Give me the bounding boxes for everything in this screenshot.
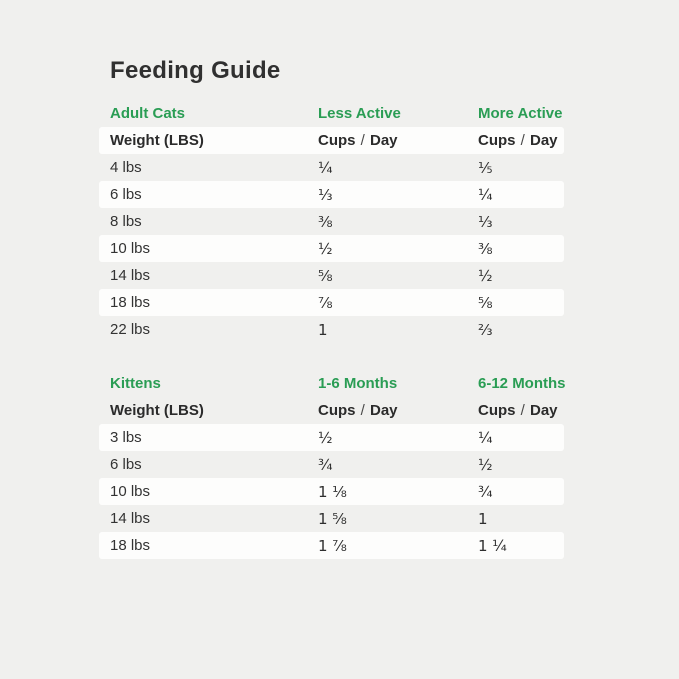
group-label-col2: 1-6 Months <box>318 375 398 392</box>
cups-cell: ¼ <box>478 428 493 447</box>
weight-header: Weight (LBS) <box>110 132 204 149</box>
cups-cell: ⅞ <box>318 293 333 312</box>
weight-cell: 8 lbs <box>110 213 142 230</box>
table-row <box>99 316 564 343</box>
weight-cell: 4 lbs <box>110 159 142 176</box>
section-title: Adult Cats <box>110 105 185 122</box>
column-header-row <box>99 127 564 154</box>
table-row <box>99 154 564 181</box>
section-header-row <box>99 370 564 397</box>
cups-cell: ¼ <box>478 185 493 204</box>
weight-cell: 6 lbs <box>110 456 142 473</box>
table-row <box>99 208 564 235</box>
cups-cell: ⅕ <box>478 158 493 177</box>
table-row <box>99 424 564 451</box>
weight-cell: 6 lbs <box>110 186 142 203</box>
weight-cell: 10 lbs <box>110 483 151 500</box>
adult-cats-table <box>99 100 564 343</box>
cups-cell: 1 ⅛ <box>318 482 347 501</box>
cups-cell: ½ <box>478 266 493 285</box>
table-row <box>99 451 564 478</box>
cups-cell: ⅓ <box>318 185 333 204</box>
cups-cell: ½ <box>318 428 333 447</box>
cups-cell: 1 ⅝ <box>318 509 347 528</box>
section-header-row <box>99 100 564 127</box>
table-row <box>99 235 564 262</box>
weight-cell: 10 lbs <box>110 240 151 257</box>
section-title: Kittens <box>110 375 161 392</box>
cups-cell: ⅝ <box>478 293 493 312</box>
page-title: Feeding Guide <box>110 57 281 84</box>
cups-per-day-header: Cups / Day <box>478 132 558 149</box>
cups-per-day-header: Cups / Day <box>478 402 558 419</box>
cups-per-day-header: Cups / Day <box>318 402 398 419</box>
weight-cell: 18 lbs <box>110 537 151 554</box>
weight-cell: 3 lbs <box>110 429 142 446</box>
cups-cell: 1 <box>478 509 488 528</box>
table-row <box>99 478 564 505</box>
cups-cell: ⅜ <box>478 239 493 258</box>
weight-cell: 14 lbs <box>110 267 151 284</box>
cups-cell: ¼ <box>318 158 333 177</box>
weight-cell: 18 lbs <box>110 294 151 311</box>
table-row <box>99 505 564 532</box>
cups-cell: ⅔ <box>478 320 493 339</box>
table-row <box>99 289 564 316</box>
group-label-col2: Less Active <box>318 105 401 122</box>
group-label-col3: 6-12 Months <box>478 375 566 392</box>
cups-cell: 1 ¼ <box>478 536 507 555</box>
table-row <box>99 532 564 559</box>
group-label-col3: More Active <box>478 105 563 122</box>
cups-cell: ¾ <box>478 482 493 501</box>
kittens-table <box>99 370 564 559</box>
weight-cell: 22 lbs <box>110 321 151 338</box>
cups-cell: ½ <box>318 239 333 258</box>
cups-cell: ⅝ <box>318 266 333 285</box>
table-row <box>99 181 564 208</box>
column-header-row <box>99 397 564 424</box>
weight-cell: 14 lbs <box>110 510 151 527</box>
cups-cell: ½ <box>478 455 493 474</box>
cups-cell: ⅜ <box>318 212 333 231</box>
cups-cell: ⅓ <box>478 212 493 231</box>
cups-cell: 1 ⅞ <box>318 536 347 555</box>
table-row <box>99 262 564 289</box>
cups-cell: 1 <box>318 320 328 339</box>
cups-per-day-header: Cups / Day <box>318 132 398 149</box>
weight-header: Weight (LBS) <box>110 402 204 419</box>
cups-cell: ¾ <box>318 455 333 474</box>
